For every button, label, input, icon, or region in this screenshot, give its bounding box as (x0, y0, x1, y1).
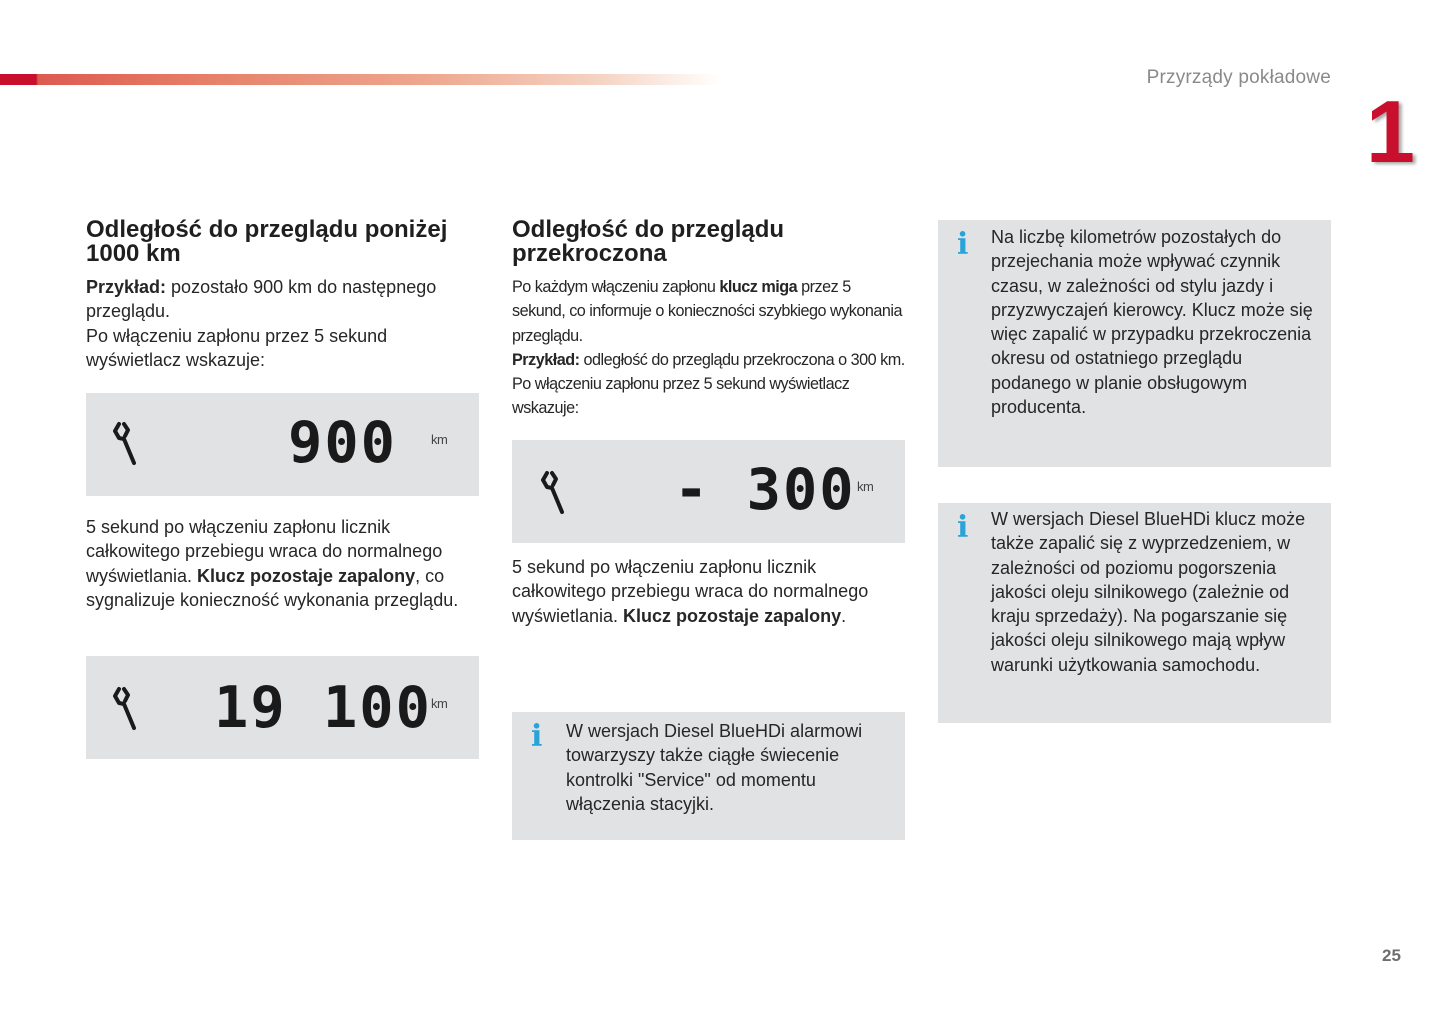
odometer-value: - 300 (674, 457, 856, 523)
bold-phrase: Klucz pozostaje zapalony (197, 565, 416, 586)
chapter-number: 1 (1366, 82, 1415, 181)
odometer-display-minus-300 (512, 440, 905, 543)
info-box-service-warning (512, 712, 905, 840)
section-heading-below-1000: Odległość do przeglądu poniżej 1000 km (86, 216, 448, 267)
info-box-bluehdi-oil (938, 503, 1331, 723)
info-icon: i (957, 510, 969, 545)
col2-after-paragraph: 5 sekund po włączeniu zapłonu licznik całkowitego przebiegu wraca do normalnego wyświetlania. Klucz pozostaje zapalony. (512, 557, 869, 626)
display-intro-text: Po włączeniu zapłonu przez 5 sekund wyświetlacz wskazuje: (512, 375, 850, 418)
odometer-unit: km (431, 696, 448, 711)
info-text: W wersjach Diesel BlueHDi alarmowi towarzyszy także ciągłe świecenie kontrolki "Service" od momentu włączenia stacyjki. (566, 721, 863, 814)
info-text: Na liczbę kilometrów pozostałych do przejechania może wpływać czynnik czasu, w zależności od stylu jazdy i przyzwyczajeń kierowcy. Klucz może się więc zapalić w przypadku przekroczenia okresu od ostatniego przeglądu podanego w planie obsługowym producenta. (991, 227, 1313, 418)
odometer-unit: km (857, 479, 874, 494)
odometer-display-19100 (86, 656, 479, 759)
col1-intro-paragraph (86, 275, 481, 372)
wrench-icon (538, 470, 568, 516)
info-box-time-factor (938, 220, 1331, 467)
info-icon: i (957, 227, 969, 262)
odometer-value: 19 100 (214, 675, 432, 741)
col2-intro-paragraph: Po każdym włączeniu zapłonu klucz miga przez 5 sekund, co informuje o konieczności szybkiego wykonania przeglądu. Przykład: odległość do przeglądu przekroczona o 300 km. Po włączeniu zapłonu przez 5 sekund wyświetlacz wskazuje: (512, 278, 905, 418)
display-intro-text: Po włączeniu zapłonu przez 5 sekund wyświetlacz wskazuje: (86, 325, 388, 370)
example-text: odległość do przeglądu przekroczona o 300 km. (579, 350, 905, 369)
odometer-value: 900 (288, 410, 397, 476)
info-icon: i (531, 719, 543, 754)
example-text: pozostało 900 km do następnego przeglądu. (86, 277, 437, 322)
page-number: 25 (1382, 946, 1401, 965)
wrench-icon (110, 686, 140, 732)
example-label: Przykład: (86, 277, 167, 297)
section-heading-exceeded: Odległość do przeglądu przekroczona (512, 216, 785, 267)
header-accent-bar (0, 74, 720, 85)
page-header-title: Przyrządy pokładowe (1146, 67, 1331, 88)
odometer-display-900 (86, 393, 479, 496)
odometer-unit: km (431, 432, 448, 447)
example-label: Przykład: (512, 350, 580, 369)
bold-phrase: Klucz pozostaje zapalony (623, 605, 842, 626)
info-text: W wersjach Diesel BlueHDi klucz może także zapalić się z wyprzedzeniem, w zależności od poziomu pogorszenia jakości oleju silnikowego (zależnie od kraju sprzedaży). Na pogarszanie się jakości oleju silnikowego mają wpływ warunki użytkowania samochodu. (991, 509, 1306, 675)
wrench-icon (110, 421, 140, 467)
col1-after-paragraph: 5 sekund po włączeniu zapłonu licznik całkowitego przebiegu wraca do normalnego wyświetlania. Klucz pozostaje zapalony, co sygnalizuje konieczność wykonania przeglądu. (86, 517, 459, 610)
bold-phrase: klucz miga (719, 278, 798, 296)
